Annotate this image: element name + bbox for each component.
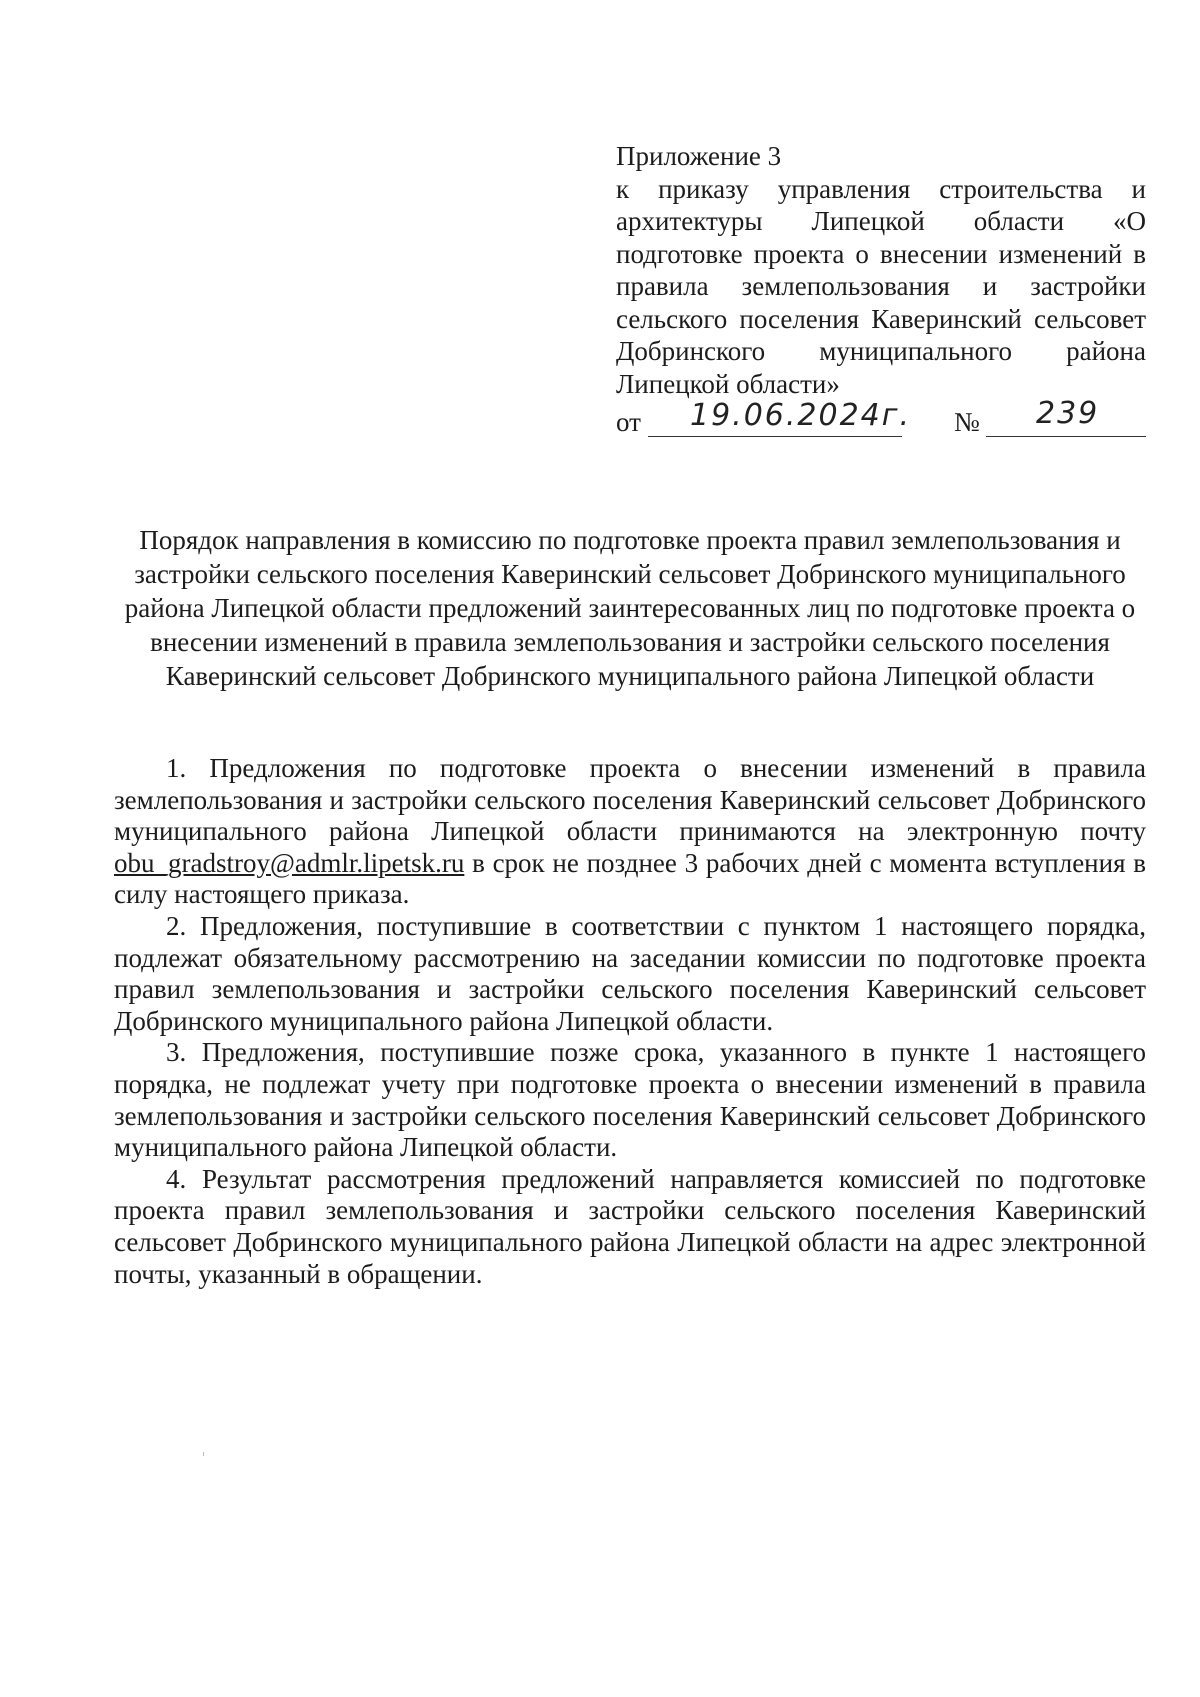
paragraph-3: 3. Предложения, поступившие позже срока, указанного в пункте 1 настоящего порядка, не подлежат учету при подготовке проекта о внесении изменений в правила землепользования и застройки сельского поселения Каверинский сельсовет Добринского муниципального района Липецкой области. (114, 1037, 1146, 1163)
paragraph-2: 2. Предложения, поступившие в соответствии с пунктом 1 настоящего порядка, подлежат обязательному рассмотрению на заседании комиссии по подготовке проекта правил землепользования и застройки сельского поселения Каверинский сельсовет Добринского муниципального района Липецкой области. (114, 910, 1146, 1036)
appendix-header (616, 140, 1146, 444)
order-date-number-row (616, 396, 1146, 444)
number-label: № (954, 407, 980, 437)
appendix-title: Приложение 3 (616, 141, 782, 171)
document-title: Порядок направления в комиссию по подготовке проекта правил землепользования и застройки сельского поселения Каверинский сельсовет Добринского муниципального района Липецкой области предложений заинтересованных лиц по подготовке проекта о внесении изменений в правила землепользования и застройки сельского поселения Каверинский сельсовет Добринского муниципального района Липецкой области (124, 525, 1136, 691)
paragraph-1 (114, 753, 1146, 911)
handwritten-date: 19.06.2024г. (690, 398, 912, 433)
paragraph-4: 4. Результат рассмотрения предложений направляется комиссией по подготовке проекта правил землепользования и застройки сельского поселения Каверинский сельсовет Добринского муниципального района Липецкой области на адрес электронной почты, указанный в обращении. (114, 1163, 1146, 1289)
date-label: от (616, 407, 641, 437)
document-body (114, 753, 1146, 1290)
handwritten-number: 239 (1036, 396, 1100, 431)
appendix-order-reference: к приказу управления строительства и архитектуры Липецкой области «О подготовке проекта о внесении изменений в правила землепользования и застройки сельского поселения Каверинский сельсовет Добринского муниципального района Липецкой области» (616, 173, 1146, 399)
scan-artifact (203, 1452, 204, 1456)
paragraph-1-text-start: 1. Предложения по подготовке проекта о внесении изменений в правила землепользования и застройки сельского поселения Каверинский сельсовет Добринского муниципального района Липецкой области принимаются на электронную почту (114, 753, 1146, 847)
paragraph-1-text-end: в срок не позднее 3 рабочих дней с момента вступления в силу настоящего приказа. (114, 847, 1146, 910)
email-link[interactable]: obu_gradstroy@admlr.lipetsk.ru (114, 847, 465, 878)
